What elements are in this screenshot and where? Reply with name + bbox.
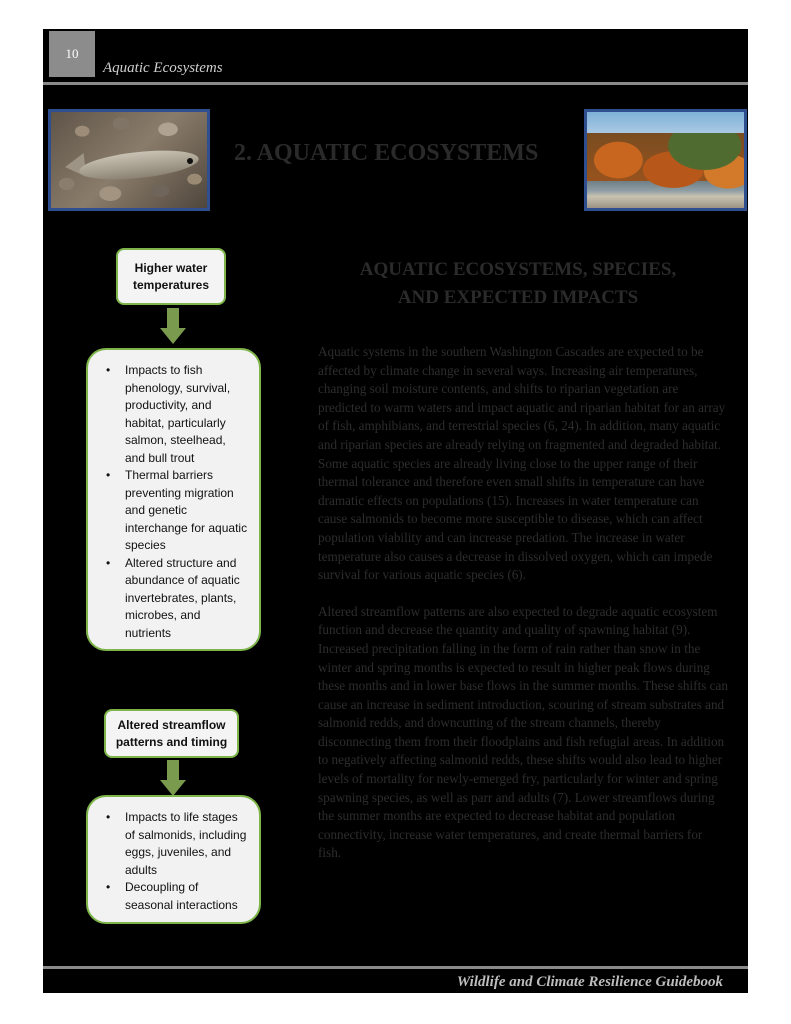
list-item: • Impacts to fish phenology, survival, productivity, and habitat, particularly salmon, steelhead, and bull trout: [98, 362, 249, 467]
list-item: • Decoupling of seasonal interactions: [98, 879, 249, 914]
running-head: Aquatic Ecosystems: [103, 60, 223, 76]
footer-title: Wildlife and Climate Resilience Guidebook: [456, 974, 723, 990]
chapter-title: 2. AQUATIC ECOSYSTEMS: [234, 140, 539, 166]
streamflow-impacts-list: [86, 795, 261, 924]
list-item: • Altered structure and abundance of aquatic invertebrates, plants, microbes, and nutrients: [98, 555, 249, 643]
page-number: 10: [49, 31, 95, 77]
body-text: [318, 343, 728, 881]
higher-water-temperatures-label: [116, 248, 226, 305]
paragraph: Aquatic systems in the southern Washington Cascades are expected to be affected by climate change in several ways. Increasing air temperatures, changing soil moisture contents, and shifts to riparian vegetation are predicted to warm waters and impact aquatic and riparian habitat for an array of fish, amphibians, and terrestrial species (6, 24). In addition, many aquatic and riparian species are already relying on fragmented and degraded habitat. Some aquatic species are already living close to the upper range of their thermal tolerance and therefore even small shifts in temperature can have dramatic effects on populations (15). Increases in water temperature can cause salmonids to become more susceptible to disease, which can affect population viability and can increase predation. The increase in water temperature also causes a decrease in dissolved oxygen, which can impede survival for various aquatic species (6).: [318, 344, 726, 583]
fish-photo: [48, 109, 210, 211]
fish-eye: [187, 158, 193, 164]
down-arrow-icon: [160, 760, 186, 798]
label-text: Altered streamflow patterns and timing: [115, 717, 228, 749]
header-rule: [43, 82, 748, 85]
temperature-impacts-list: [86, 348, 261, 651]
altered-streamflow-label: [104, 709, 239, 758]
fish-body: [78, 146, 200, 184]
list-item: • Thermal barriers preventing migration and genetic interchange for aquatic species: [98, 467, 249, 555]
autumn-forest-river-photo: [584, 109, 747, 211]
label-text: Higher water temperatures: [132, 260, 210, 292]
section-title: [318, 256, 718, 312]
footer-rule: [43, 966, 748, 969]
section-title-line2: AND EXPECTED IMPACTS: [397, 287, 639, 308]
section-title-line1: AQUATIC ECOSYSTEMS, SPECIES,: [359, 259, 677, 280]
list-item: • Impacts to life stages of salmonids, including eggs, juveniles, and adults: [98, 809, 249, 879]
paragraph: Altered streamflow patterns are also expected to degrade aquatic ecosystem function and decrease the quantity and quality of spawning habitat (9). Increased precipitation falling in the form of rain rather than snow in the winter and spring months is expected to result in higher peak flows during these months and in lower base flows in the summer months. These shifts can cause an increase in sediment introduction, scouring of stream substrates and salmonid redds, and downcutting of the stream channels, thereby disconnecting them from their floodplains and fish refugial areas. In addition to negatively affecting salmonid redds, these shifts would also lead to higher levels of mortality for newly-emerged fry, particularly for winter and spring spawning species, as well as parr and adults (7). Lower streamflows during the summer months are expected to decrease habitat and population connectivity, increase water temperatures, and create thermal barriers for fish.: [318, 603, 728, 861]
down-arrow-icon: [160, 308, 186, 346]
